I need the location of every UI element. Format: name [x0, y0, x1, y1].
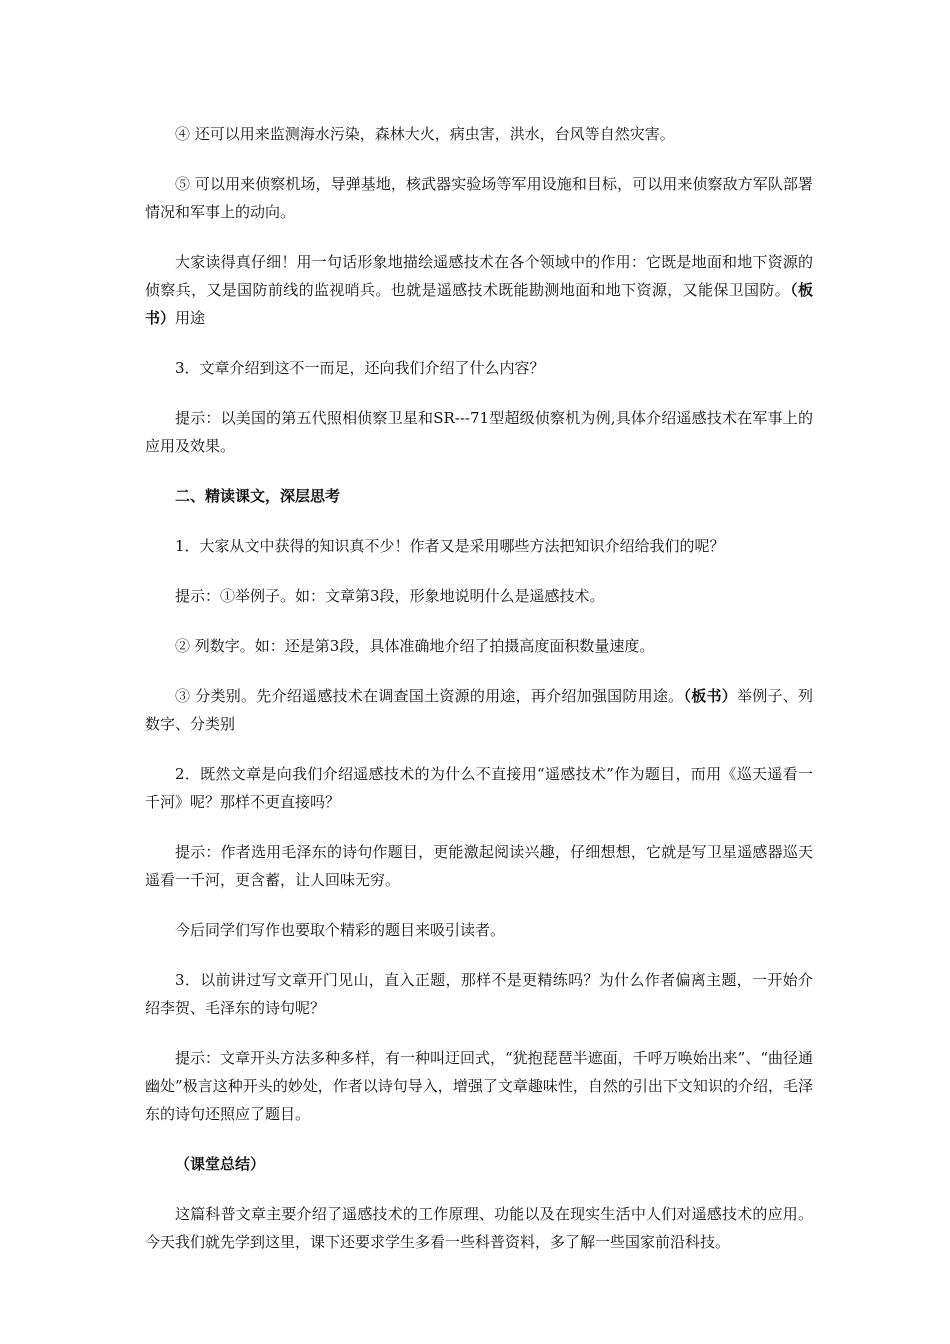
- hint-title-choice: 提示：作者选用毛泽东的诗句作题目，更能激起阅读兴趣，仔细想想，它就是写卫星遥感器巡天遥看一千河，更含蓄，让人回味无穷。: [145, 843, 813, 889]
- hint-military-example: 提示：以美国的第五代照相侦察卫星和SR---71型超级侦察机为例,具体介绍遥感技术在军事上的应用及效果。: [145, 409, 813, 455]
- paragraph-text: 用途: [175, 309, 206, 327]
- question-3-content: 3．文章介绍到这不一而足，还向我们介绍了什么内容？: [175, 359, 545, 377]
- hint-categories: [145, 682, 813, 738]
- paragraph-monitor-disasters: ④ 还可以用来监测海水污染，森林大火，病虫害，洪水，台风等自然灾害。: [175, 125, 675, 143]
- paragraph-military-recon: ⑤ 可以用来侦察机场，导弹基地，核武器实验场等军用设施和目标，可以用来侦察敌方军队部署情况和军事上的动向。: [145, 175, 813, 221]
- board-note-label: （板书）: [145, 281, 813, 327]
- document-body: [145, 120, 813, 1278]
- paragraph-writing-advice: 今后同学们写作也要取个精彩的题目来吸引读者。: [175, 921, 506, 939]
- question-1-methods: 1．大家从文中获得的知识真不少！作者又是采用哪些方法把知识介绍给我们的呢？: [175, 537, 725, 555]
- section-heading-class-summary: （课堂总结）: [175, 1155, 266, 1173]
- section-heading-close-reading: 二、精读课文，深层思考: [175, 487, 341, 505]
- paragraph-text: 举例子、列数字、分类别: [145, 687, 813, 733]
- hint-numbers: ② 列数字。如：还是第3段，具体准确地介绍了拍摄高度面积数量速度。: [175, 637, 655, 655]
- paragraph-summary-role: [145, 248, 813, 332]
- question-3-opening: 3．以前讲过写文章开门见山，直入正题，那样不是更精练吗？为什么作者偏离主题，一开始介绍李贺、毛泽东的诗句呢？: [145, 971, 813, 1017]
- paragraph-text: 大家读得真仔细！用一句话形象地描绘遥感技术在各个领域中的作用：它既是地面和地下资源的侦察兵，又是国防前线的监视哨兵。也就是遥感技术既能勘测地面和地下资源，又能保卫国防。: [145, 253, 813, 299]
- hint-opening-methods: 提示：文章开头方法多种多样，有一种叫迂回式，“犹抱琵琶半遮面，千呼万唤始出来”、“曲径通幽处”极言这种开头的妙处，作者以诗句导入，增强了文章趣味性，自然的引出下文知识的介绍，毛泽东的诗句还照应了题目。: [145, 1049, 814, 1123]
- hint-examples: 提示：①举例子。如：文章第3段，形象地说明什么是遥感技术。: [175, 587, 605, 605]
- board-note-label: （板书）: [683, 687, 737, 705]
- question-2-title: 2．既然文章是向我们介绍遥感技术的为什么不直接用“遥感技术”作为题目，而用《巡天遥看一千河》呢？那样不更直接吗？: [145, 765, 813, 811]
- paragraph-text: ③ 分类别。先介绍遥感技术在调查国土资源的用途，再介绍加强国防用途。: [175, 687, 684, 705]
- paragraph-class-summary: 这篇科普文章主要介绍了遥感技术的工作原理、功能以及在现实生活中人们对遥感技术的应用。今天我们就先学到这里，课下还要求学生多看一些科普资料，多了解一些国家前沿科技。: [145, 1205, 813, 1251]
